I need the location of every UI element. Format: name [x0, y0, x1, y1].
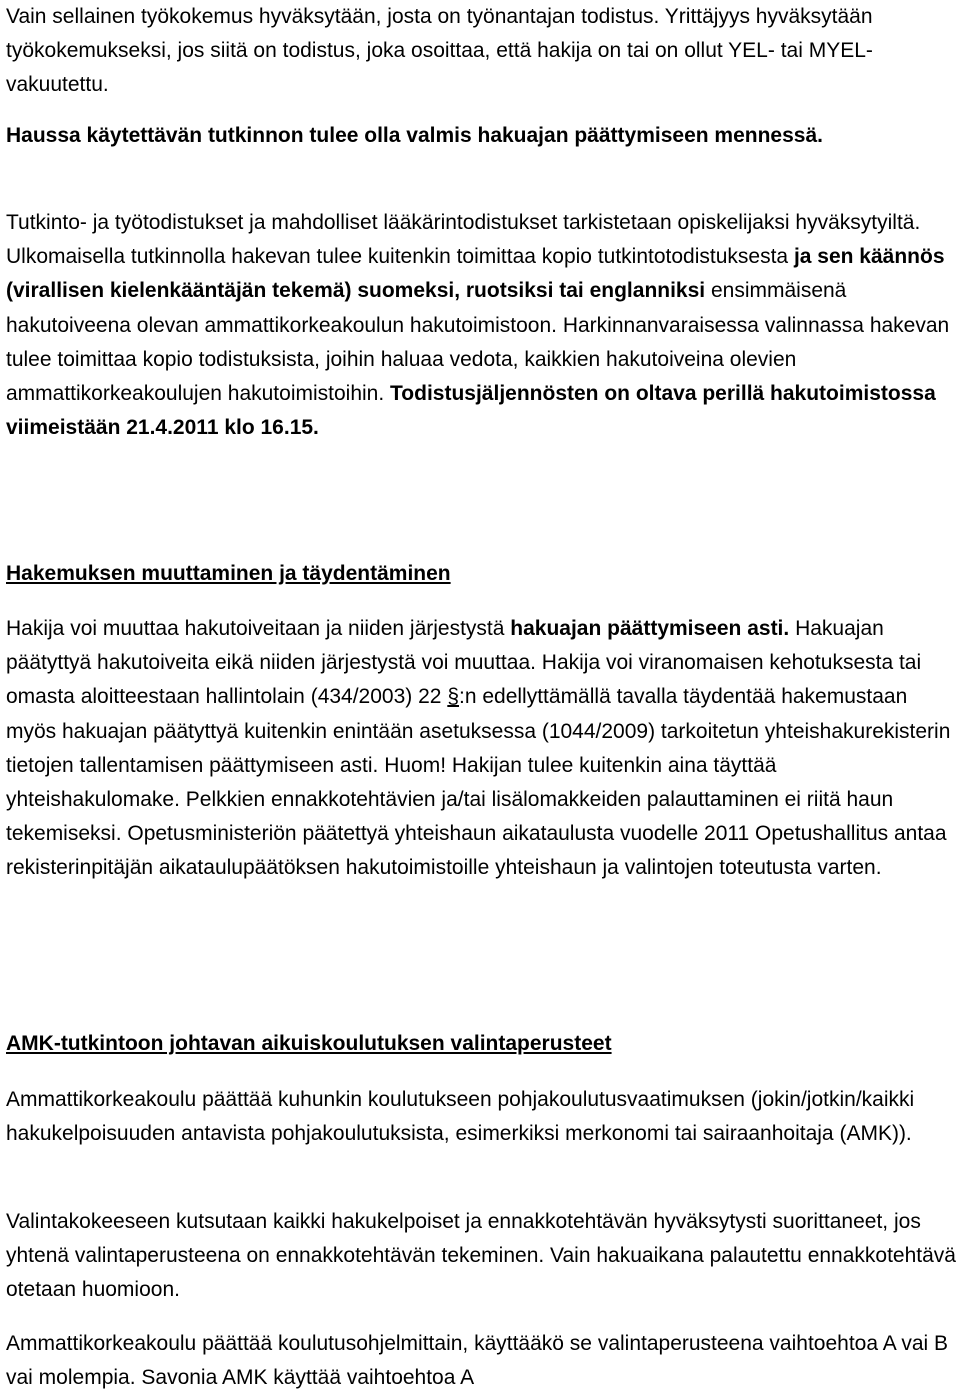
paragraph-text: Tutkinto- ja työtodistukset ja mahdolliset lääkärintodistukset tarkistetaan opiskelijaksi hyväksytyiltä. Ulkomaisella tutkinnolla hakevan tulee kuitenkin toimittaa kopio tutkintotodistuksesta	[6, 211, 921, 269]
paragraph-text: Haussa käytettävän tutkinnon tulee olla valmis hakuajan päättymiseen mennessä.	[6, 124, 823, 147]
paragraph-options	[6, 1327, 956, 1395]
paragraph-entrance-exam	[6, 1205, 956, 1308]
paragraph-application-changes	[6, 612, 956, 886]
paragraph-text: :n edellyttämällä tavalla täydentää hakemustaan myös hakuajan päätyttyä kuitenkin enintään asetuksessa (1044/2009) tarkoitetun yhteishakurekisterin tietojen tallentamisen päättymiseen asti. Huom! Hakijan tulee kuitenkin aina täyttää yhteishakulomake. Pelkkien ennakkotehtävien ja/tai lisälomakkeiden palauttaminen ei riitä haun tekemiseksi. Opetusministeriön päätettyä yhteishaun aikataulusta vuodelle 2011 Opetushallitus antaa rekisterinpitäjän aikataulupäätöksen hakutoimistoille yhteishaun ja valintojen toteutusta varten.	[6, 685, 951, 880]
bold-text-until-end: hakuajan päättymiseen asti.	[510, 617, 790, 640]
paragraph-text: Ammattikorkeakoulu päättää koulutusohjelmittain, käyttääkö se valintaperusteena vaihtoehtoa A vai B vai molempia. Savonia AMK käyttää vaihtoehtoa A	[6, 1332, 949, 1390]
heading-application-changes: Hakemuksen muuttaminen ja täydentäminen	[6, 562, 451, 585]
paragraph-text: Ammattikorkeakoulu päättää kuhunkin koulutukseen pohjakoulutusvaatimuksen (jokin/jotkin/kaikki hakukelpoisuuden antavista pohjakoulutuksista, esimerkiksi merkonomi tai sairaanhoitaja (AMK)).	[6, 1088, 915, 1146]
paragraph-text: Hakija voi muuttaa hakutoiveitaan ja niiden järjestystä	[6, 617, 511, 640]
heading-adult-education-criteria: AMK-tutkintoon johtavan aikuiskoulutuksen valintaperusteet	[6, 1032, 612, 1055]
paragraph-text: Valintakokeeseen kutsutaan kaikki hakukelpoiset ja ennakkotehtävän hyväksytysti suorittaneet, jos yhtenä valintaperusteena on ennakkotehtävän tekeminen. Vain hakuaikana palautettu ennakkotehtävä otetaan huomioon.	[6, 1210, 956, 1302]
paragraph-work-experience	[6, 0, 956, 103]
paragraph-certificates	[6, 206, 956, 445]
paragraph-text: ensimmäisenä hakutoiveena olevan ammattikorkeakoulun hakutoimistoon. Harkinnanvaraisessa valinnassa hakevan tulee toimittaa kopio todistuksista, joihin haluaa vedota, kaikkien hakutoiveina olevien ammattikorkeakoulujen hakutoimistoihin.	[6, 279, 950, 406]
bold-text-translation: ja sen käännös (virallisen kielenkääntäjän tekemä) suomeksi, ruotsiksi tai englanniksi	[6, 245, 945, 303]
paragraph-basic-education	[6, 1083, 956, 1151]
bold-text-deadline: Todistusjäljennösten on oltava perillä hakutoimistossa viimeistään 21.4.2011 klo 16.15.	[6, 382, 936, 440]
paragraph-text: Vain sellainen työkokemus hyväksytään, josta on työnantajan todistus. Yrittäjyys hyväksytään työkokemukseksi, jos siitä on todistus, joka osoittaa, että hakija on tai on ollut YEL- tai MYEL-vakuutettu.	[6, 5, 873, 97]
paragraph-text: Hakuajan päätyttyä hakutoiveita eikä niiden järjestystä voi muuttaa. Hakija voi viranomaisen kehotuksesta tai omasta aloitteestaan hallintolain (434/2003) 22	[6, 617, 922, 709]
paragraph-degree-deadline	[6, 119, 956, 153]
section-sign: §	[447, 685, 459, 709]
